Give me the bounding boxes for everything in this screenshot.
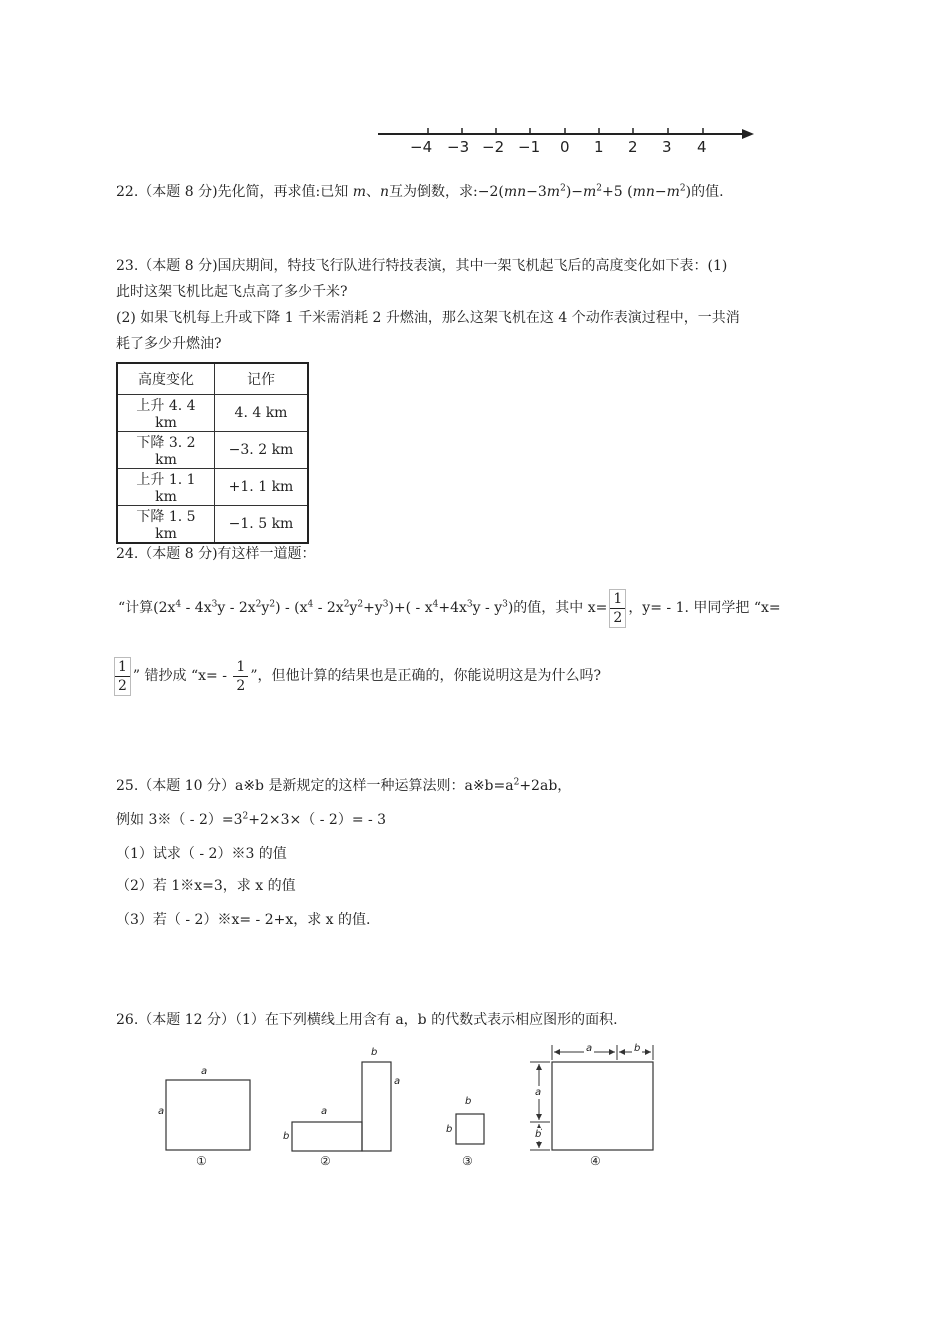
expr-text: - 2x [313, 600, 344, 616]
question-25-line2 [116, 810, 386, 830]
square-a-plus-b [552, 1062, 653, 1150]
table-header: 高度变化 [117, 363, 215, 395]
exponent: 2 [255, 599, 262, 610]
exponent: 3 [211, 599, 218, 610]
rectangle-horizontal [292, 1122, 362, 1151]
question-25-line1 [116, 776, 571, 796]
label-a: a [586, 1043, 593, 1054]
table-header-row [117, 363, 308, 395]
q25-text: +2×3×（ - 2）= - 3 [248, 812, 387, 828]
tick-label: 0 [560, 138, 570, 156]
question-24-second-line [112, 656, 601, 696]
exponent: 2 [357, 599, 364, 610]
table-cell: −3. 2 km [215, 432, 309, 469]
figure-4-square [525, 1040, 665, 1170]
exponent: 4 [307, 599, 314, 610]
expr-text: “计算(2x [118, 600, 176, 616]
table-cell: +1. 1 km [215, 469, 309, 506]
q22-text: − [654, 184, 667, 200]
tick-label: 3 [662, 138, 672, 156]
figure-2-rectangles [280, 1040, 420, 1170]
expr-text: y - y [472, 600, 503, 616]
var-m: m [583, 184, 597, 200]
label-a: a [394, 1076, 401, 1087]
q22-text: 互为倒数，求:−2( [389, 184, 504, 200]
caption-2: ② [320, 1154, 331, 1168]
q22-text: 22.（本题 8 分)先化简，再求值:已知 [116, 184, 349, 200]
expr-text: ，y= - 1. 甲同学把 “x= [628, 600, 781, 616]
var-mn: mn [632, 184, 655, 200]
exponent: 2 [596, 183, 603, 194]
question-25-part2: （2）若 1※x=3，求 x 的值 [116, 878, 296, 894]
table-cell: 上升 1. 1 km [117, 469, 215, 506]
exponent: 2 [343, 599, 350, 610]
tick-label: −3 [447, 138, 470, 156]
q22-sep: 、 [366, 184, 380, 200]
expr-text: - 4x [181, 600, 212, 616]
table-row [117, 395, 308, 432]
expr-text: y [349, 600, 358, 616]
fraction-numerator: 1 [236, 658, 246, 675]
exponent: 4 [432, 599, 439, 610]
tick-label: −2 [482, 138, 505, 156]
table-row [117, 432, 308, 469]
expr-text: +4x [438, 600, 467, 616]
question-23-line1: 23.（本题 8 分)国庆期间，特技飞行队进行特技表演，其中一架飞机起飞后的高度变化如下表：(1) [116, 258, 728, 274]
caption-1: ① [196, 1154, 207, 1168]
exponent: 3 [502, 599, 508, 610]
q22-text: )− [565, 184, 584, 200]
question-25-part3: （3）若（ - 2）※x= - 2+x，求 x 的值. [116, 912, 371, 928]
fraction-one-half [609, 589, 626, 628]
question-24-expression [118, 588, 781, 628]
label-b: b [535, 1129, 542, 1140]
rectangle-vertical [362, 1062, 391, 1151]
tick-label: −4 [410, 138, 433, 156]
fraction-numerator: 1 [613, 590, 623, 607]
var-n: n [380, 184, 390, 200]
table-cell: 4. 4 km [215, 395, 309, 432]
label-a: a [535, 1087, 542, 1098]
label-b: b [634, 1043, 641, 1054]
expr-text: ” 错抄成 “x= - [132, 668, 232, 684]
q25-text: +2ab， [519, 778, 572, 794]
q22-text: −3 [526, 184, 547, 200]
fraction-numerator: 1 [118, 658, 127, 675]
exponent: 2 [560, 183, 566, 194]
square-a [166, 1080, 250, 1150]
exponent: 2 [242, 811, 249, 822]
expr-text: )的值，其中 x= [507, 600, 608, 616]
expr-text: +y [363, 600, 383, 616]
table-row [117, 469, 308, 506]
exponent: 3 [466, 599, 473, 610]
q22-text: +5 ( [602, 184, 633, 200]
exponent: 3 [382, 599, 389, 610]
caption-4: ④ [590, 1154, 601, 1168]
tick-label: 1 [594, 138, 604, 156]
question-25-part1: （1）试求（ - 2）※3 的值 [116, 846, 287, 862]
square-b [456, 1114, 484, 1144]
tick-label: −1 [518, 138, 541, 156]
expr-text: y [261, 600, 270, 616]
label-b: b [465, 1096, 472, 1107]
table-cell: 上升 4. 4 km [117, 395, 215, 432]
var-mn: mn [503, 184, 527, 200]
var-m: m [666, 184, 680, 200]
exponent: 2 [269, 599, 276, 610]
table-cell: 下降 1. 5 km [117, 506, 215, 544]
var-m: m [352, 184, 366, 200]
caption-3: ③ [462, 1154, 473, 1168]
q25-text: 25.（本题 10 分）a※b 是新规定的这样一种运算法则：a※b=a [116, 778, 514, 794]
table-cell: −1. 5 km [215, 506, 309, 544]
label-a: a [321, 1106, 328, 1117]
question-23-line4: 耗了多少升燃油? [116, 336, 222, 352]
fraction-denominator: 2 [610, 608, 625, 627]
exponent: 4 [175, 599, 182, 610]
q22-text: )的值. [685, 184, 724, 200]
fraction-one-half [114, 657, 131, 696]
question-23-line2: 此时这架飞机比起飞点高了多少千米? [116, 284, 348, 300]
exponent: 2 [513, 777, 520, 788]
table-row [117, 506, 308, 544]
label-b: b [371, 1047, 378, 1058]
q25-text: 例如 3※（ - 2）=3 [116, 812, 243, 828]
label-a: a [158, 1106, 165, 1117]
expr-text: y - 2x [217, 600, 256, 616]
label-a: a [201, 1066, 208, 1077]
fraction-denominator: 2 [233, 676, 248, 695]
number-line-labels [370, 138, 760, 158]
figure-1-square [150, 1060, 270, 1170]
question-22 [116, 182, 724, 202]
expr-text: )+( - x [388, 600, 433, 616]
height-change-table [116, 362, 309, 544]
question-26-line1: 26.（本题 12 分）（1）在下列横线上用含有 a，b 的代数式表示相应图形的面积. [116, 1012, 618, 1028]
fraction-denominator: 2 [115, 676, 130, 695]
fraction-one-half [233, 658, 248, 695]
label-b: b [283, 1131, 290, 1142]
tick-label: 4 [697, 138, 707, 156]
table-header: 记作 [215, 363, 309, 395]
exponent: 2 [679, 183, 686, 194]
label-b: b [446, 1124, 453, 1135]
expr-text: ”，但他计算的结果也是正确的，你能说明这是为什么吗? [250, 668, 601, 684]
tick-label: 2 [628, 138, 638, 156]
expr-text: ) - (x [275, 600, 308, 616]
var-m: m [546, 184, 561, 200]
question-24-title: 24.（本题 8 分)有这样一道题： [116, 546, 316, 562]
question-23-line3: (2) 如果飞机每上升或下降 1 千米需消耗 2 升燃油，那么这架飞机在这 4 个动作表演过程中，一共消 [116, 310, 740, 326]
table-cell: 下降 3. 2 km [117, 432, 215, 469]
